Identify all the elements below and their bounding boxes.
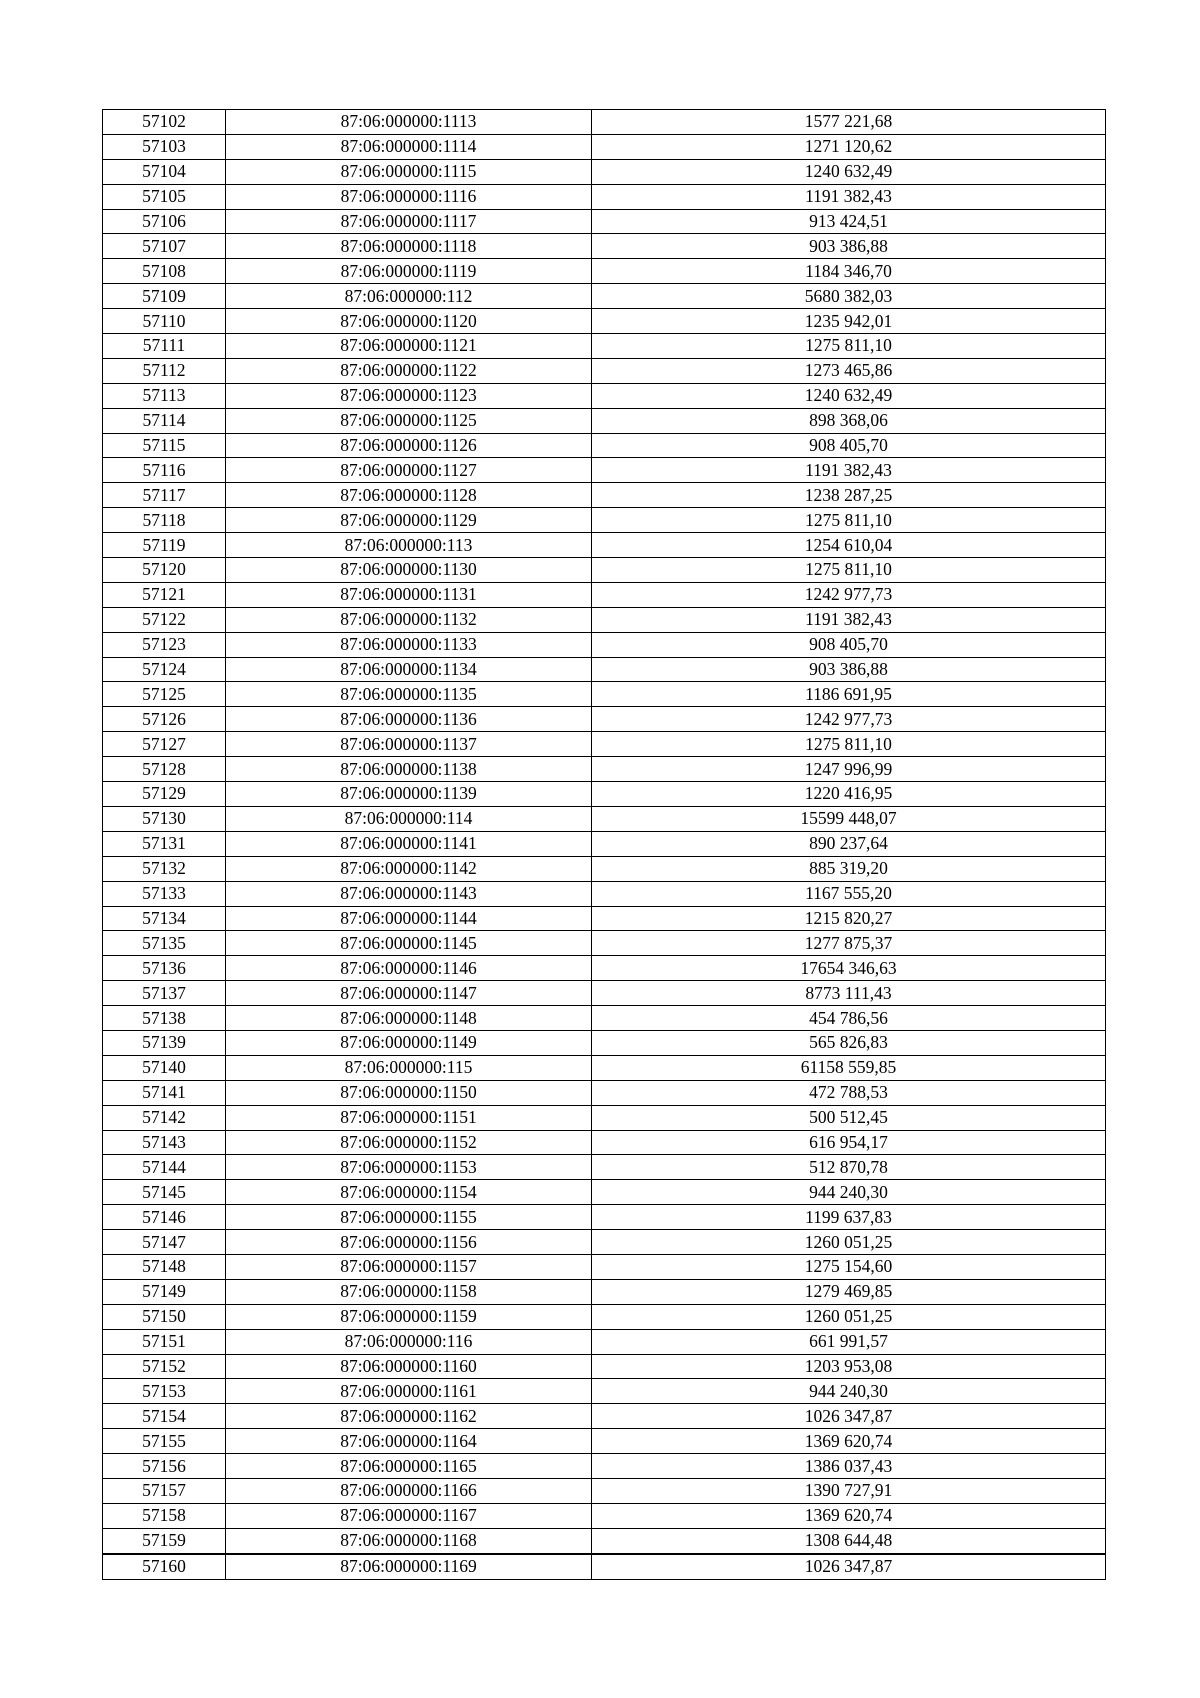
table-row [103,383,1106,408]
cadastral-value-cell: 1260 051,25 [592,1304,1106,1329]
row-number-cell: 57151 [103,1329,226,1354]
row-number-cell: 57124 [103,657,226,682]
row-number-cell: 57110 [103,309,226,334]
cadastral-value-cell: 616 954,17 [592,1130,1106,1155]
cadastral-number-cell: 87:06:000000:1137 [226,732,592,757]
cadastral-value-cell: 903 386,88 [592,234,1106,259]
cadastral-number-cell: 87:06:000000:1169 [226,1554,592,1579]
cadastral-value-cell: 1275 154,60 [592,1254,1106,1279]
table-row [103,433,1106,458]
table-row [103,1030,1106,1055]
table-body [103,110,1106,1580]
table-row [103,1454,1106,1479]
cadastral-number-cell: 87:06:000000:1119 [226,259,592,284]
cadastral-number-cell: 87:06:000000:1121 [226,334,592,359]
cadastral-number-cell: 87:06:000000:1150 [226,1080,592,1105]
cadastral-number-cell: 87:06:000000:1125 [226,408,592,433]
cadastral-value-cell: 1273 465,86 [592,358,1106,383]
table-row [103,1230,1106,1255]
table-row [103,1329,1106,1354]
table-row [103,234,1106,259]
cadastral-number-cell: 87:06:000000:1116 [226,184,592,209]
cadastral-value-cell: 898 368,06 [592,408,1106,433]
cadastral-value-cell: 1386 037,43 [592,1454,1106,1479]
table-row [103,1304,1106,1329]
cadastral-number-cell: 87:06:000000:1113 [226,110,592,135]
cadastral-number-cell: 87:06:000000:113 [226,533,592,558]
table-row [103,558,1106,583]
cadastral-value-cell: 512 870,78 [592,1155,1106,1180]
row-number-cell: 57135 [103,931,226,956]
cadastral-number-cell: 87:06:000000:1156 [226,1230,592,1255]
cadastral-number-cell: 87:06:000000:1168 [226,1528,592,1553]
row-number-cell: 57146 [103,1205,226,1230]
cadastral-value-cell: 1199 637,83 [592,1205,1106,1230]
cadastral-value-cell: 1235 942,01 [592,309,1106,334]
row-number-cell: 57113 [103,383,226,408]
cadastral-value-cell: 500 512,45 [592,1105,1106,1130]
table-row [103,1130,1106,1155]
table-row [103,1429,1106,1454]
cadastral-value-cell: 1279 469,85 [592,1279,1106,1304]
cadastral-number-cell: 87:06:000000:1135 [226,682,592,707]
cadastral-number-cell: 87:06:000000:1144 [226,906,592,931]
row-number-cell: 57102 [103,110,226,135]
cadastral-number-cell: 87:06:000000:1155 [226,1205,592,1230]
cadastral-number-cell: 87:06:000000:1166 [226,1478,592,1503]
cadastral-value-cell: 1242 977,73 [592,707,1106,732]
cadastral-value-cell: 1247 996,99 [592,757,1106,782]
table-row [103,1528,1106,1553]
cadastral-number-cell: 87:06:000000:114 [226,806,592,831]
row-number-cell: 57136 [103,956,226,981]
row-number-cell: 57133 [103,881,226,906]
cadastral-number-cell: 87:06:000000:1158 [226,1279,592,1304]
cadastral-value-cell: 1242 977,73 [592,582,1106,607]
cadastral-number-cell: 87:06:000000:116 [226,1329,592,1354]
cadastral-value-cell: 15599 448,07 [592,806,1106,831]
cadastral-number-cell: 87:06:000000:1165 [226,1454,592,1479]
row-number-cell: 57126 [103,707,226,732]
row-number-cell: 57114 [103,408,226,433]
cadastral-number-cell: 87:06:000000:1122 [226,358,592,383]
cadastral-value-cell: 8773 111,43 [592,981,1106,1006]
table-row [103,856,1106,881]
table-row [103,159,1106,184]
row-number-cell: 57128 [103,757,226,782]
cadastral-value-cell: 1254 610,04 [592,533,1106,558]
cadastral-number-cell: 87:06:000000:1129 [226,508,592,533]
row-number-cell: 57125 [103,682,226,707]
cadastral-number-cell: 87:06:000000:1154 [226,1180,592,1205]
cadastral-number-cell: 87:06:000000:1127 [226,458,592,483]
cadastral-number-cell: 87:06:000000:1136 [226,707,592,732]
row-number-cell: 57134 [103,906,226,931]
cadastral-value-cell: 472 788,53 [592,1080,1106,1105]
cadastral-number-cell: 87:06:000000:1160 [226,1354,592,1379]
cadastral-value-cell: 1026 347,87 [592,1554,1106,1579]
cadastral-value-cell: 1390 727,91 [592,1478,1106,1503]
cadastral-value-cell: 1260 051,25 [592,1230,1106,1255]
cadastral-value-cell: 1238 287,25 [592,483,1106,508]
cadastral-value-cell: 1577 221,68 [592,110,1106,135]
cadastral-value-cell: 5680 382,03 [592,284,1106,309]
cadastral-value-cell: 885 319,20 [592,856,1106,881]
table-row [103,657,1106,682]
row-number-cell: 57123 [103,632,226,657]
cadastral-number-cell: 87:06:000000:1123 [226,383,592,408]
cadastral-number-cell: 87:06:000000:1117 [226,209,592,234]
cadastral-number-cell: 87:06:000000:1152 [226,1130,592,1155]
table-row [103,1254,1106,1279]
table-row [103,309,1106,334]
cadastral-value-cell: 1167 555,20 [592,881,1106,906]
cadastral-number-cell: 87:06:000000:1128 [226,483,592,508]
table-row [103,1080,1106,1105]
row-number-cell: 57147 [103,1230,226,1255]
row-number-cell: 57119 [103,533,226,558]
table-row [103,184,1106,209]
table-row [103,732,1106,757]
row-number-cell: 57159 [103,1528,226,1553]
table-row [103,358,1106,383]
row-number-cell: 57118 [103,508,226,533]
row-number-cell: 57115 [103,433,226,458]
cadastral-number-cell: 87:06:000000:1142 [226,856,592,881]
cadastral-value-cell: 1275 811,10 [592,334,1106,359]
table-row [103,831,1106,856]
table-row [103,408,1106,433]
cadastral-value-cell: 61158 559,85 [592,1055,1106,1080]
cadastral-value-table [102,109,1106,1580]
row-number-cell: 57104 [103,159,226,184]
row-number-cell: 57103 [103,134,226,159]
table-row [103,782,1106,807]
row-number-cell: 57127 [103,732,226,757]
cadastral-number-cell: 87:06:000000:112 [226,284,592,309]
cadastral-number-cell: 87:06:000000:1164 [226,1429,592,1454]
row-number-cell: 57153 [103,1379,226,1404]
cadastral-value-cell: 1271 120,62 [592,134,1106,159]
table-row [103,682,1106,707]
table-row [103,1554,1106,1579]
table-row [103,508,1106,533]
cadastral-value-cell: 1184 346,70 [592,259,1106,284]
row-number-cell: 57143 [103,1130,226,1155]
row-number-cell: 57144 [103,1155,226,1180]
cadastral-value-cell: 1240 632,49 [592,383,1106,408]
table-row [103,1478,1106,1503]
row-number-cell: 57131 [103,831,226,856]
row-number-cell: 57112 [103,358,226,383]
cadastral-value-cell: 565 826,83 [592,1030,1106,1055]
cadastral-value-cell: 1186 691,95 [592,682,1106,707]
row-number-cell: 57107 [103,234,226,259]
cadastral-number-cell: 87:06:000000:1146 [226,956,592,981]
row-number-cell: 57117 [103,483,226,508]
cadastral-number-cell: 87:06:000000:1114 [226,134,592,159]
table-row [103,110,1106,135]
table-row [103,1503,1106,1528]
table-row [103,458,1106,483]
table-row [103,931,1106,956]
cadastral-number-cell: 87:06:000000:1167 [226,1503,592,1528]
row-number-cell: 57152 [103,1354,226,1379]
row-number-cell: 57105 [103,184,226,209]
cadastral-value-cell: 17654 346,63 [592,956,1106,981]
cadastral-number-cell: 87:06:000000:1159 [226,1304,592,1329]
row-number-cell: 57148 [103,1254,226,1279]
table-row [103,209,1106,234]
cadastral-value-cell: 1203 953,08 [592,1354,1106,1379]
row-number-cell: 57154 [103,1404,226,1429]
cadastral-number-cell: 87:06:000000:1141 [226,831,592,856]
cadastral-number-cell: 87:06:000000:1131 [226,582,592,607]
cadastral-number-cell: 87:06:000000:1161 [226,1379,592,1404]
cadastral-number-cell: 87:06:000000:1115 [226,159,592,184]
cadastral-value-cell: 1191 382,43 [592,607,1106,632]
row-number-cell: 57111 [103,334,226,359]
cadastral-number-cell: 87:06:000000:1148 [226,1006,592,1031]
table-row [103,1006,1106,1031]
cadastral-value-cell: 1215 820,27 [592,906,1106,931]
cadastral-value-cell: 1275 811,10 [592,732,1106,757]
table-row [103,1404,1106,1429]
row-number-cell: 57120 [103,558,226,583]
cadastral-value-cell: 1026 347,87 [592,1404,1106,1429]
cadastral-number-cell: 87:06:000000:1145 [226,931,592,956]
table-row [103,981,1106,1006]
row-number-cell: 57149 [103,1279,226,1304]
table-row [103,1155,1106,1180]
table-row [103,906,1106,931]
cadastral-number-cell: 87:06:000000:1120 [226,309,592,334]
table-row [103,607,1106,632]
cadastral-number-cell: 87:06:000000:1132 [226,607,592,632]
cadastral-value-cell: 944 240,30 [592,1379,1106,1404]
row-number-cell: 57150 [103,1304,226,1329]
cadastral-number-cell: 87:06:000000:1157 [226,1254,592,1279]
table-row [103,707,1106,732]
table-row [103,1055,1106,1080]
table-row [103,1105,1106,1130]
cadastral-number-cell: 87:06:000000:1130 [226,558,592,583]
row-number-cell: 57155 [103,1429,226,1454]
cadastral-value-cell: 661 991,57 [592,1329,1106,1354]
table-row [103,582,1106,607]
table-row [103,956,1106,981]
cadastral-number-cell: 87:06:000000:1139 [226,782,592,807]
table-row [103,757,1106,782]
cadastral-number-cell: 87:06:000000:1149 [226,1030,592,1055]
row-number-cell: 57129 [103,782,226,807]
table-row [103,806,1106,831]
table-row [103,1279,1106,1304]
row-number-cell: 57142 [103,1105,226,1130]
row-number-cell: 57132 [103,856,226,881]
table-row [103,1354,1106,1379]
row-number-cell: 57158 [103,1503,226,1528]
cadastral-number-cell: 87:06:000000:1147 [226,981,592,1006]
cadastral-value-cell: 1277 875,37 [592,931,1106,956]
cadastral-value-cell: 908 405,70 [592,632,1106,657]
table-row [103,881,1106,906]
cadastral-value-cell: 1369 620,74 [592,1503,1106,1528]
table-row [103,1379,1106,1404]
cadastral-number-cell: 87:06:000000:1126 [226,433,592,458]
row-number-cell: 57139 [103,1030,226,1055]
row-number-cell: 57130 [103,806,226,831]
table-row [103,284,1106,309]
cadastral-number-cell: 87:06:000000:1151 [226,1105,592,1130]
row-number-cell: 57138 [103,1006,226,1031]
cadastral-value-cell: 1191 382,43 [592,184,1106,209]
table-row [103,259,1106,284]
table-row [103,134,1106,159]
row-number-cell: 57108 [103,259,226,284]
row-number-cell: 57160 [103,1554,226,1579]
cadastral-value-cell: 454 786,56 [592,1006,1106,1031]
cadastral-value-cell: 1220 416,95 [592,782,1106,807]
cadastral-value-cell: 913 424,51 [592,209,1106,234]
table-row [103,334,1106,359]
row-number-cell: 57137 [103,981,226,1006]
cadastral-value-cell: 1275 811,10 [592,558,1106,583]
table-row [103,632,1106,657]
cadastral-number-cell: 87:06:000000:1153 [226,1155,592,1180]
cadastral-value-cell: 1191 382,43 [592,458,1106,483]
cadastral-number-cell: 87:06:000000:115 [226,1055,592,1080]
row-number-cell: 57121 [103,582,226,607]
cadastral-number-cell: 87:06:000000:1138 [226,757,592,782]
row-number-cell: 57140 [103,1055,226,1080]
table-row [103,483,1106,508]
table-row [103,1205,1106,1230]
row-number-cell: 57106 [103,209,226,234]
cadastral-value-cell: 944 240,30 [592,1180,1106,1205]
cadastral-number-cell: 87:06:000000:1118 [226,234,592,259]
row-number-cell: 57109 [103,284,226,309]
cadastral-value-cell: 1369 620,74 [592,1429,1106,1454]
cadastral-value-cell: 908 405,70 [592,433,1106,458]
cadastral-number-cell: 87:06:000000:1133 [226,632,592,657]
table-row [103,533,1106,558]
cadastral-number-cell: 87:06:000000:1134 [226,657,592,682]
cadastral-number-cell: 87:06:000000:1162 [226,1404,592,1429]
cadastral-value-cell: 1308 644,48 [592,1528,1106,1553]
row-number-cell: 57116 [103,458,226,483]
row-number-cell: 57157 [103,1478,226,1503]
row-number-cell: 57156 [103,1454,226,1479]
row-number-cell: 57141 [103,1080,226,1105]
cadastral-value-cell: 1275 811,10 [592,508,1106,533]
cadastral-number-cell: 87:06:000000:1143 [226,881,592,906]
row-number-cell: 57122 [103,607,226,632]
cadastral-value-cell: 903 386,88 [592,657,1106,682]
cadastral-value-cell: 1240 632,49 [592,159,1106,184]
table-row [103,1180,1106,1205]
cadastral-value-cell: 890 237,64 [592,831,1106,856]
row-number-cell: 57145 [103,1180,226,1205]
